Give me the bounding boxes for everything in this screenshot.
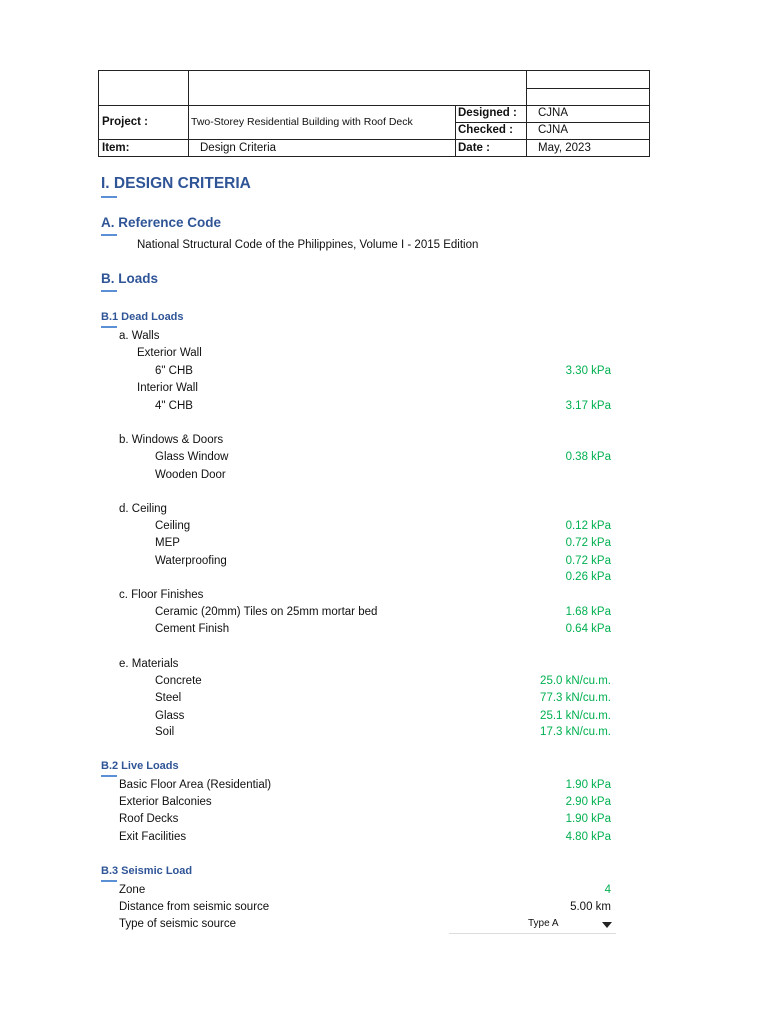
exit-facilities-value: 4.80 kPa — [565, 831, 611, 843]
interior-wall-label: Interior Wall — [137, 382, 198, 394]
dead-loads-underline — [101, 326, 117, 328]
checked-value: CJNA — [538, 124, 569, 136]
live-loads-heading: B.2 Live Loads — [101, 760, 179, 772]
chb4-label: 4" CHB — [155, 400, 193, 412]
exterior-wall-label: Exterior Wall — [137, 347, 202, 359]
steel-label: Steel — [155, 692, 182, 704]
section-title: I. DESIGN CRITERIA — [101, 175, 251, 192]
soil-label: Soil — [155, 726, 175, 738]
mep-value: 0.72 kPa — [565, 537, 611, 549]
loads-heading: B. Loads — [101, 271, 159, 286]
seismic-underline — [101, 880, 117, 882]
ceramic-label: Ceramic (20mm) Tiles on 25mm mortar bed — [155, 606, 378, 618]
designed-label: Designed : — [458, 107, 517, 119]
title-block-table — [98, 70, 650, 157]
dropdown-arrow-icon[interactable] — [602, 922, 612, 928]
mep-label: MEP — [155, 537, 180, 549]
basic-floor-label: Basic Floor Area (Residential) — [119, 779, 272, 791]
materials-label: e. Materials — [119, 658, 179, 670]
item-value: Design Criteria — [200, 142, 277, 154]
chb6-value: 3.30 kPa — [565, 365, 611, 377]
cement-label: Cement Finish — [155, 623, 230, 635]
checked-label: Checked : — [458, 124, 513, 136]
loads-underline — [101, 290, 117, 292]
steel-value: 77.3 kN/cu.m. — [540, 692, 611, 704]
ceiling-extra-value: 0.26 kPa — [565, 571, 611, 583]
title-underline — [101, 196, 117, 198]
balconies-value: 2.90 kPa — [565, 796, 611, 808]
glass-window-value: 0.38 kPa — [565, 451, 611, 463]
reference-underline — [101, 234, 117, 236]
waterproofing-label: Waterproofing — [155, 555, 227, 567]
wooden-door-label: Wooden Door — [155, 469, 226, 481]
source-type-label: Type of seismic source — [119, 918, 236, 930]
ceramic-value: 1.68 kPa — [565, 606, 611, 618]
glass-label: Glass — [155, 710, 185, 722]
cement-value: 0.64 kPa — [565, 623, 611, 635]
item-label: Item: — [102, 142, 130, 154]
walls-label: a. Walls — [119, 330, 160, 342]
distance-label: Distance from seismic source — [119, 901, 270, 913]
ceiling-group-label: d. Ceiling — [119, 503, 167, 515]
exit-facilities-label: Exit Facilities — [119, 831, 187, 843]
dropdown-selected-value: Type A — [528, 918, 559, 929]
date-label: Date : — [458, 142, 490, 154]
designed-value: CJNA — [538, 107, 569, 119]
project-label: Project : — [102, 116, 149, 128]
concrete-label: Concrete — [155, 675, 202, 687]
chb4-value: 3.17 kPa — [565, 400, 611, 412]
balconies-label: Exterior Balconies — [119, 796, 212, 808]
concrete-value: 25.0 kN/cu.m. — [540, 675, 611, 687]
glass-value: 25.1 kN/cu.m. — [540, 710, 611, 722]
distance-value: 5.00 km — [570, 901, 611, 913]
reference-heading: A. Reference Code — [101, 215, 222, 230]
roof-decks-label: Roof Decks — [119, 813, 179, 825]
reference-text: National Structural Code of the Philippines, Volume I - 2015 Edition — [137, 239, 479, 251]
zone-label: Zone — [119, 884, 146, 896]
date-value: May, 2023 — [538, 142, 591, 154]
windows-doors-label: b. Windows & Doors — [119, 434, 224, 446]
seismic-heading: B.3 Seismic Load — [101, 865, 193, 877]
project-value: Two-Storey Residential Building with Roof Deck — [191, 116, 413, 128]
live-loads-underline — [101, 775, 117, 777]
ceiling-value: 0.12 kPa — [565, 520, 611, 532]
dead-loads-heading: B.1 Dead Loads — [101, 311, 184, 323]
seismic-source-type-dropdown[interactable] — [523, 917, 616, 934]
chb6-label: 6" CHB — [155, 365, 193, 377]
roof-decks-value: 1.90 kPa — [565, 813, 611, 825]
zone-value: 4 — [604, 884, 611, 896]
waterproofing-value: 0.72 kPa — [565, 555, 611, 567]
glass-window-label: Glass Window — [155, 451, 229, 463]
floor-finishes-label: c. Floor Finishes — [119, 589, 204, 601]
soil-value: 17.3 kN/cu.m. — [540, 726, 611, 738]
ceiling-label: Ceiling — [155, 520, 191, 532]
basic-floor-value: 1.90 kPa — [565, 779, 611, 791]
